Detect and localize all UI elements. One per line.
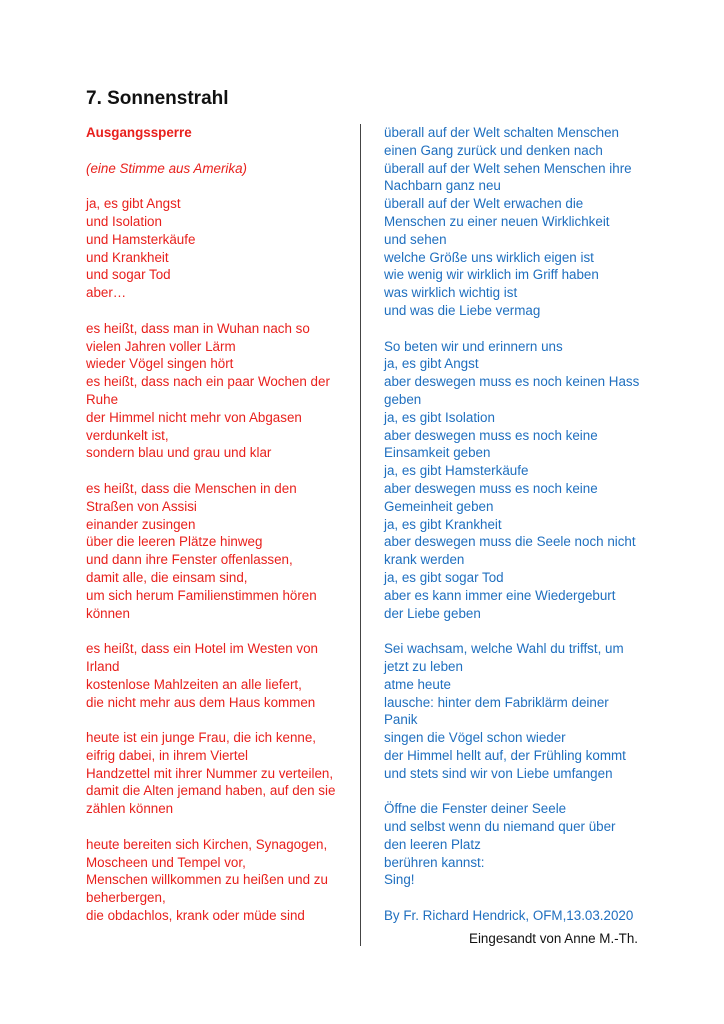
poem-line: ja, es gibt Angst: [86, 196, 181, 212]
poem-line: und Hamsterkäufe: [86, 231, 196, 247]
poem-line: damit alle, die einsam sind,: [86, 569, 248, 585]
poem-line: können: [86, 605, 130, 621]
poem-line: ja, es gibt sogar Tod: [384, 569, 504, 585]
poem-line: Sei wachsam, welche Wahl du triffst, um: [384, 641, 624, 657]
poem-line: krank werden: [384, 552, 465, 568]
stanza-gap: [384, 320, 654, 338]
poem-line: Nachbarn ganz neu: [384, 178, 501, 194]
poem-line: Moscheen und Tempel vor,: [86, 854, 246, 870]
poem-line: Straßen von Assisi: [86, 498, 197, 514]
poem-line: ja, es gibt Krankheit: [384, 516, 502, 532]
poem-line: und was die Liebe vermag: [384, 302, 541, 318]
poem-line: aber deswegen muss es noch keinen Hass: [384, 374, 640, 390]
poem-line: einander zusingen: [86, 516, 196, 532]
right-stanzas: [384, 124, 654, 925]
poem-line: atme heute: [384, 676, 451, 692]
poem-line: Ruhe: [86, 391, 119, 407]
poem-line: berühren kannst:: [384, 854, 485, 870]
stanza-gap: [384, 889, 654, 907]
stanza-gap: [86, 142, 354, 160]
poem-heading: Ausgangssperre: [86, 125, 192, 140]
poem-line: Öffne die Fenster deiner Seele: [384, 801, 567, 817]
poem-line: die nicht mehr aus dem Haus kommen: [86, 694, 316, 710]
poem-line: ja, es gibt Hamsterkäufe: [384, 463, 529, 479]
poem-line: Menschen zu einer neuen Wirklichkeit: [384, 213, 610, 229]
poem-line: damit die Alten jemand haben, auf den sie: [86, 783, 336, 799]
poem-line: und sehen: [384, 231, 447, 247]
poem-line: welche Größe uns wirklich eigen ist: [384, 249, 594, 265]
poem-line: vielen Jahren voller Lärm: [86, 338, 236, 354]
poem-line: eifrig dabei, in ihrem Viertel: [86, 747, 249, 763]
stanza-gap: [86, 818, 354, 836]
poem-line: Gemeinheit geben: [384, 498, 494, 514]
poem-line: und sogar Tod: [86, 267, 171, 283]
stanza-gap: [86, 177, 354, 195]
stanza-gap: [86, 302, 354, 320]
poem-line: aber deswegen muss die Seele noch nicht: [384, 534, 636, 550]
poem-line: um sich herum Familienstimmen hören: [86, 587, 317, 603]
poem-line: verdunkelt ist,: [86, 427, 169, 443]
poem-line: überall auf der Welt sehen Menschen ihre: [384, 160, 632, 176]
poem-right-column: [384, 124, 654, 925]
poem-line: heute ist ein junge Frau, die ich kenne,: [86, 730, 317, 746]
poem-line: singen die Vögel schon wieder: [384, 730, 566, 746]
poem-line: der Himmel hellt auf, der Frühling kommt: [384, 747, 626, 763]
poem-line: geben: [384, 391, 422, 407]
poem-line: Einsamkeit geben: [384, 445, 491, 461]
poem-line: By Fr. Richard Hendrick, OFM,13.03.2020: [384, 908, 634, 924]
poem-line: der Liebe geben: [384, 605, 481, 621]
poem-line: zählen können: [86, 801, 174, 817]
poem-line: Panik: [384, 712, 418, 728]
stanza-gap: [86, 462, 354, 480]
stanza-gap: [86, 711, 354, 729]
poem-line: aber es kann immer eine Wiedergeburt: [384, 587, 616, 603]
poem-line: über die leeren Plätze hinweg: [86, 534, 263, 550]
poem-line: was wirklich wichtig ist: [384, 285, 518, 301]
poem-line: und Krankheit: [86, 249, 169, 265]
poem-line: die obdachlos, krank oder müde sind: [86, 908, 305, 924]
poem-line: es heißt, dass man in Wuhan nach so: [86, 320, 310, 336]
poem-line: aber…: [86, 285, 127, 301]
stanza-gap: [384, 782, 654, 800]
poem-left-column: [86, 124, 354, 925]
poem-line: und stets sind wir von Liebe umfangen: [384, 765, 613, 781]
poem-line: es heißt, dass nach ein paar Wochen der: [86, 374, 330, 390]
stanza-gap: [384, 622, 654, 640]
poem-line: heute bereiten sich Kirchen, Synagogen,: [86, 836, 328, 852]
submission-credit: Eingesandt von Anne M.-Th.: [469, 931, 638, 946]
column-divider: [360, 124, 361, 946]
poem-line: lausche: hinter dem Fabriklärm deiner: [384, 694, 609, 710]
poem-line: wie wenig wir wirklich im Griff haben: [384, 267, 599, 283]
stanza-gap: [86, 622, 354, 640]
poem-line: den leeren Platz: [384, 836, 481, 852]
poem-line: sondern blau und grau und klar: [86, 445, 272, 461]
poem-line: Sing!: [384, 872, 415, 888]
poem-line: Handzettel mit ihrer Nummer zu verteilen,: [86, 765, 334, 781]
poem-line: jetzt zu leben: [384, 658, 463, 674]
poem-subheading: (eine Stimme aus Amerika): [86, 160, 247, 176]
poem-line: aber deswegen muss es noch keine: [384, 480, 598, 496]
poem-line: wieder Vögel singen hört: [86, 356, 234, 372]
poem-line: Irland: [86, 658, 120, 674]
poem-line: einen Gang zurück und denken nach: [384, 142, 603, 158]
poem-line: der Himmel nicht mehr von Abgasen: [86, 409, 302, 425]
left-stanzas: [86, 195, 354, 925]
poem-line: ja, es gibt Angst: [384, 356, 479, 372]
poem-line: und selbst wenn du niemand quer über: [384, 819, 616, 835]
poem-line: es heißt, dass die Menschen in den: [86, 480, 297, 496]
poem-line: kostenlose Mahlzeiten an alle liefert,: [86, 676, 302, 692]
poem-line: ja, es gibt Isolation: [384, 409, 495, 425]
poem-line: und dann ihre Fenster offenlassen,: [86, 552, 293, 568]
poem-line: Menschen willkommen zu heißen und zu: [86, 872, 328, 888]
poem-line: und Isolation: [86, 213, 162, 229]
poem-line: aber deswegen muss es noch keine: [384, 427, 598, 443]
poem-line: beherbergen,: [86, 890, 166, 906]
poem-line: So beten wir und erinnern uns: [384, 338, 563, 354]
poem-line: überall auf der Welt erwachen die: [384, 196, 584, 212]
poem-line: überall auf der Welt schalten Menschen: [384, 125, 619, 140]
page-title: 7. Sonnenstrahl: [86, 88, 229, 109]
poem-line: es heißt, dass ein Hotel im Westen von: [86, 641, 318, 657]
